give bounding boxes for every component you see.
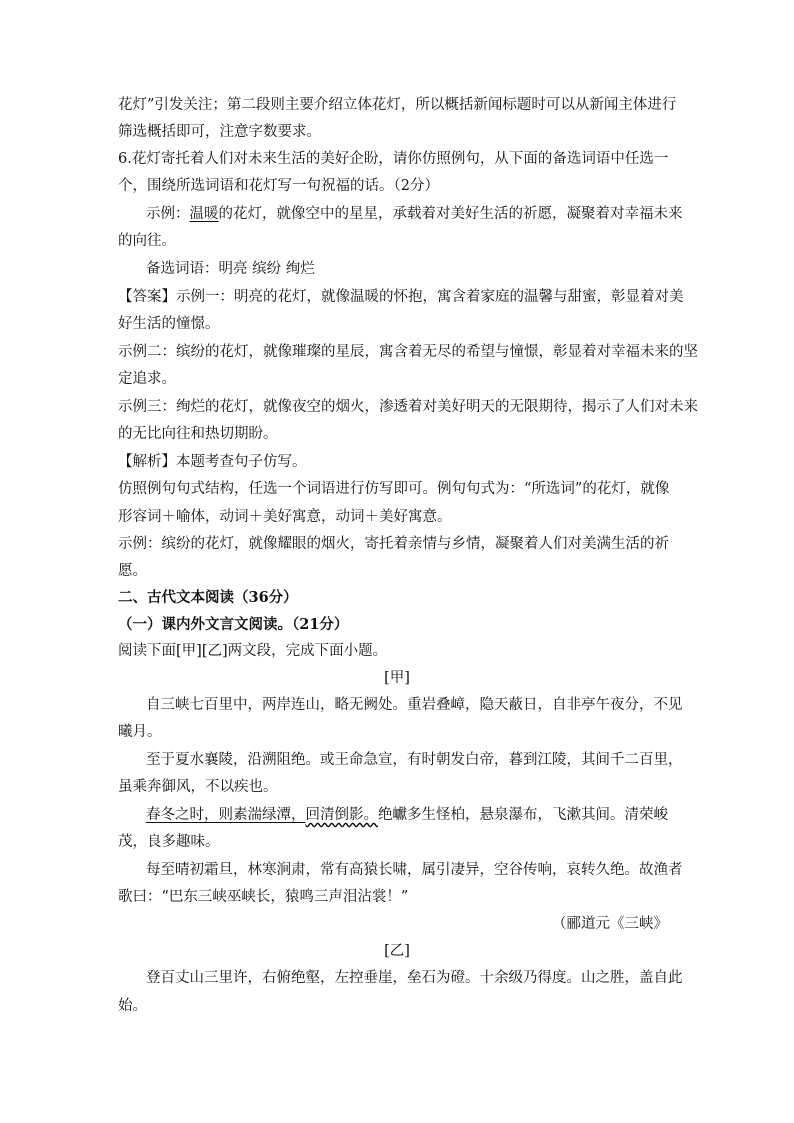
underlined-phrase: 春冬之时，则素湍绿潭， [146,807,306,823]
text-line: 形容词＋喻体，动词＋美好寓意，动词＋美好寓意。 [118,509,452,525]
text-line: 示例：缤纷的花灯，就像耀眼的烟火，寄托着亲情与乡情，凝聚着人们对美满生活的祈 [118,536,669,552]
example-sentence [146,204,683,224]
passage-line: 至于夏水襄陵，沿溯阻绝。或王命急宣，有时朝发白帝，暮到江陵，其间千二百里， [146,752,683,768]
passage-line: 歌曰：“巴东三峡巫峡长，猿鸣三声泪沾裳！” [118,889,409,905]
analysis-line: 【解析】本题考查句子仿写。 [118,454,307,470]
text-line: 花灯”引发关注；第二段则主要介绍立体花灯，所以概括新闻标题时可以从新闻主体进行 [118,97,677,113]
passage-line: 虽乘奔御风，不以疾也。 [118,779,278,795]
question-6: 6.花灯寄托着人们对未来生活的美好企盼，请你仿照例句，从下面的备选词语中任选一 [118,151,669,167]
passage-line: 曦月。 [118,724,162,740]
text-line: 筛选概括即可，注意字数要求。 [118,124,321,140]
text-line: 示例二：缤纷的花灯，就像璀璨的星辰，寓含着无尽的希望与憧憬，彰显着对幸福未来的坚 [118,344,698,360]
passage-line: 自三峡七百里中，两岸连山，略无阙处。重岩叠嶂，隐天蔽日，自非亭午夜分，不见 [146,697,683,713]
underlined-word: 温暖 [189,206,219,222]
text-line: 愿。 [118,563,147,579]
text-line: 的向往。 [118,233,176,249]
passage-line: 茂，良多趣味。 [118,834,220,850]
text-span: 的花灯，就像空中的星星，承载着对美好生活的祈愿，凝聚着对幸福未来 [218,206,683,222]
passage-label-b: [乙] [384,943,410,959]
text-line: 示例三：绚烂的花灯，就像夜空的烟火，渗透着对美好明天的无限期待，揭示了人们对未来 [118,399,698,415]
text-line: 的无比向往和热切期盼。 [118,426,278,442]
text-line: 定追求。 [118,371,176,387]
text-span: 绝巘多生怪柏，悬泉瀑布，飞漱其间。清荣峻 [378,807,668,823]
passage-line: 登百丈山三里许，右俯绝壑，左控垂崖，垒石为磴。十余级乃得度。山之胜，盖自此 [146,970,683,986]
text-line: 好生活的憧憬。 [118,316,220,332]
wavy-underlined-phrase: 回清倒影。 [305,807,378,823]
passage-line [146,805,668,825]
section-heading: 二、古代文本阅读（36分） [118,589,298,606]
answer-line: 【答案】示例一：明亮的花灯，就像温暖的怀抱，寓含着家庭的温馨与甜蜜，彰显着对美 [118,289,684,305]
text-line: 仿照例句句式结构，任选一个词语进行仿写即可。例句句式为：“所选词”的花灯，就像 [118,481,670,497]
text-span: 示例： [146,206,190,222]
candidate-words: 备选词语：明亮 缤纷 绚烂 [146,261,315,277]
passage-label-a: [甲] [384,670,410,686]
text-line: 个，围绕所选词语和花灯写一句祝福的话。（2分） [118,178,439,194]
passage-line: 每至晴初霜旦，林寒涧肃，常有高猿长啸，属引凄异，空谷传响，哀转久绝。故渔者 [146,862,683,878]
text-line: 阅读下面[甲][乙]两文段，完成下面小题。 [118,643,388,659]
source-citation: （郦道元《三峡》 [552,916,668,932]
subsection-heading: （一）课内外文言文阅读。（21分） [118,616,349,633]
passage-line: 始。 [118,998,147,1014]
